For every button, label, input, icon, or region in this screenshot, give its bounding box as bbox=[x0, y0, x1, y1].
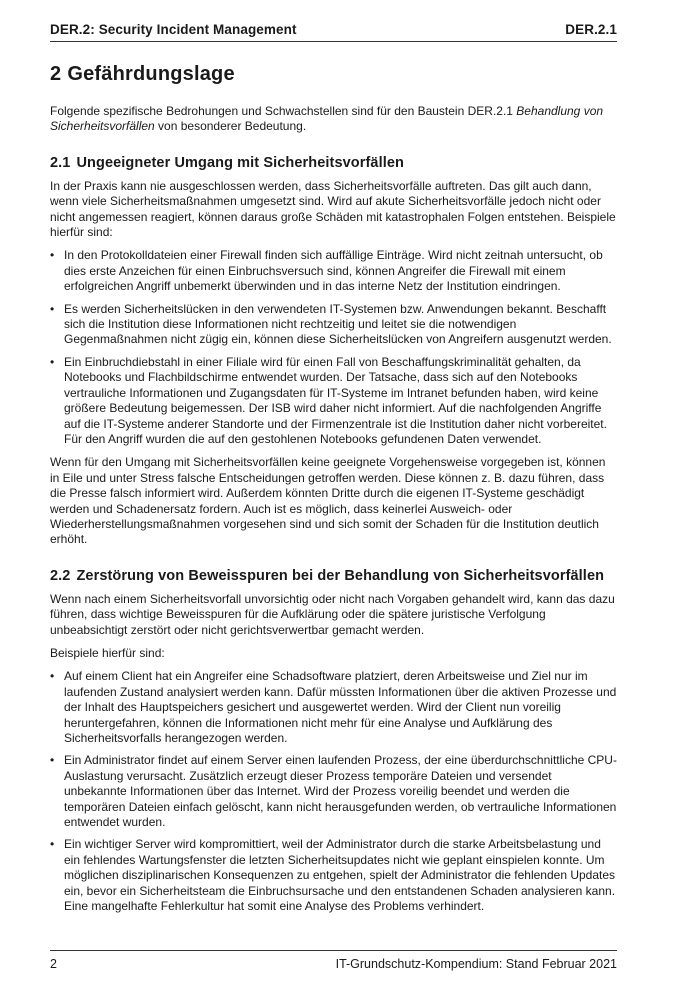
chapter-heading bbox=[50, 63, 617, 86]
section-2-1-bullet-list bbox=[50, 248, 617, 447]
page-content bbox=[50, 60, 617, 922]
section-2-1-paragraph-1: In der Praxis kann nie ausgeschlossen werden, dass Sicherheitsvorfälle auftreten. Das gilt auch dann, wenn viele Sicherheitsmaßnahmen umgesetzt sind. Wird auf akute Sicherheitsvorfälle jedoch nicht oder nicht angemessen reagiert, können daraus große Schäden mit katastrophalen Folgen entstehen. Beispiele hierfür sind: bbox=[50, 178, 616, 240]
section-2-2-bullet-list bbox=[50, 669, 617, 914]
list-item bbox=[50, 302, 617, 348]
list-item bbox=[50, 355, 617, 447]
section-title: Ungeeigneter Umgang mit Sicherheitsvorfällen bbox=[76, 154, 404, 171]
page-footer bbox=[50, 957, 617, 971]
document-page bbox=[50, 0, 617, 990]
section-number: 2.2 bbox=[50, 567, 71, 584]
bullet-icon: • bbox=[50, 837, 55, 852]
section-2-2-paragraph-1: Wenn nach einem Sicherheitsvorfall unvorsichtig oder nicht nach Vorgaben gehandelt wird, kann das dazu führen, dass wichtige Beweisspuren für die Aufklärung oder die spätere juristische Verfolgung unbeabsichtigt zerstört oder nicht gerichtsverwertbar gemacht werden. bbox=[50, 591, 615, 637]
chapter-title: Gefährdungslage bbox=[67, 63, 235, 85]
list-item bbox=[50, 669, 617, 746]
list-item-text: Es werden Sicherheitslücken in den verwendeten IT-Systemen bzw. Anwendungen bekannt. Beschafft sich die Institution diese Informationen nicht rechtzeitig und leitet sie die notwendigen Gegenmaßnahmen nicht zügig ein, können diese Sicherheitslücken von Angreifern ausgenutzt werden. bbox=[64, 301, 612, 347]
list-item-text: Ein Administrator findet auf einem Server einen laufenden Prozess, der eine überdurchschnittliche CPU-Auslastung verursacht. Zusätzlich erzeugt dieser Prozess temporäre Dateien und versendet unbekannte Informationen über das Internet. Wird der Prozess voreilig beendet und werden die temporären Dateien einfach gelöscht, kann nicht herausgefunden werden, ob vertrauliche Informationen entwendet wurden. bbox=[64, 753, 617, 830]
list-item-text: Ein wichtiger Server wird kompromittiert, weil der Administrator durch die starke Arbeitsbelastung und ein fehlendes Wartungsfenster die letzten Sicherheitsupdates nicht wie geplant einspielen konnte. Um möglichen disziplinarischen Konsequenzen zu entgehen, spielt der Administrator die fehlenden Updates ein, bevor ein Sicherheitsteam die Einbruchsursache und den entstandenen Schaden analysieren kann. Eine mangelhafte Fehlerkultur hat somit eine Analyse des Problems verhindert. bbox=[64, 837, 616, 914]
intro-text-before: Folgende spezifische Bedrohungen und Schwachstellen sind für den Baustein DER.2.1 bbox=[50, 104, 517, 118]
page-header bbox=[50, 22, 617, 37]
chapter-number: 2 bbox=[50, 63, 62, 85]
footer-publication: IT-Grundschutz-Kompendium: Stand Februar 2021 bbox=[335, 957, 617, 971]
section-title: Zerstörung von Beweisspuren bei der Behandlung von Sicherheitsvorfällen bbox=[76, 567, 605, 584]
bullet-icon: • bbox=[50, 669, 55, 684]
header-divider bbox=[50, 41, 617, 42]
bullet-icon: • bbox=[50, 248, 55, 263]
bullet-icon: • bbox=[50, 753, 55, 768]
list-item-text: In den Protokolldateien einer Firewall finden sich auffällige Einträge. Wird nicht zeitnah untersucht, ob dies erste Anzeichen für einen Einbruchsversuch sind, können Angreifer die Firewall mit einem erfolgreichen Angriff unbemerkt überwinden und in das interne Netz der Institution eindringen. bbox=[64, 248, 603, 294]
chapter-intro bbox=[50, 104, 617, 135]
list-item bbox=[50, 248, 617, 294]
header-module-title: DER.2: Security Incident Management bbox=[50, 22, 297, 37]
list-item bbox=[50, 753, 617, 830]
section-2-1-paragraph-2: Wenn für den Umgang mit Sicherheitsvorfällen keine geeignete Vorgehensweise vorgegeben ist, können in Eile und unter Stress falsche Entscheidungen getroffen werden. Diese können z. B. dazu führen, dass die Presse falsch informiert wird. Außerdem könnten Dritte durch die eigenen IT-Systeme geschädigt werden und Schadenersatz fordern. Auch ist es möglich, dass keinerlei Ausweich- oder Wiederherstellungsmaßnahmen vorgesehen sind und sich somit der Schaden für die Institution deutlich erhöht. bbox=[50, 455, 606, 547]
intro-text-after: von besonderer Bedeutung. bbox=[154, 119, 307, 134]
page-number: 2 bbox=[50, 957, 57, 971]
bullet-icon: • bbox=[50, 354, 55, 369]
list-item-text: Auf einem Client hat ein Angreifer eine Schadsoftware platziert, deren Arbeitsweise und Ziel nur im laufenden Zustand analysiert werden kann. Dafür müssten Informationen über die aktiven Prozesse und der Inhalt des Hauptspeichers gesichert und ausgewertet werden. Wird der Client nun voreilig heruntergefahren, können die Informationen nicht mehr für eine Analyse und Aufklärung des Sicherheitsvorfalls herangezogen werden. bbox=[64, 669, 617, 745]
section-heading-2-2 bbox=[50, 568, 617, 584]
footer-divider bbox=[50, 950, 617, 951]
header-module-id: DER.2.1 bbox=[565, 22, 617, 37]
section-heading-2-1 bbox=[50, 155, 617, 171]
list-item-text: Ein Einbruchdiebstahl in einer Filiale wird für einen Fall von Beschaffungskriminalität gehalten, da Notebooks und Flachbildschirme entwendet wurden. Der Tatsache, dass sich auf den Notebooks vertrauliche Informationen und Zugangsdaten für IT-Systeme im Intranet befunden haben, wird keine größere Bedeutung beigemessen. Der ISB wird daher nicht informiert. Auf die nachfolgenden Angriffe auf die IT-Systeme anderer Standorte und der Firmenzentrale ist die Institution daher nicht vorbereitet. Für den Angriff wurden die auf den gestohlenen Notebooks gefundenen Daten verwendet. bbox=[64, 354, 607, 446]
list-item bbox=[50, 837, 617, 914]
section-2-2-paragraph-2: Beispiele hierfür sind: bbox=[50, 645, 165, 660]
intro-module-name: Behandlung von Sicherheitsvorfällen bbox=[50, 104, 604, 134]
bullet-icon: • bbox=[50, 301, 55, 316]
section-number: 2.1 bbox=[50, 154, 71, 171]
